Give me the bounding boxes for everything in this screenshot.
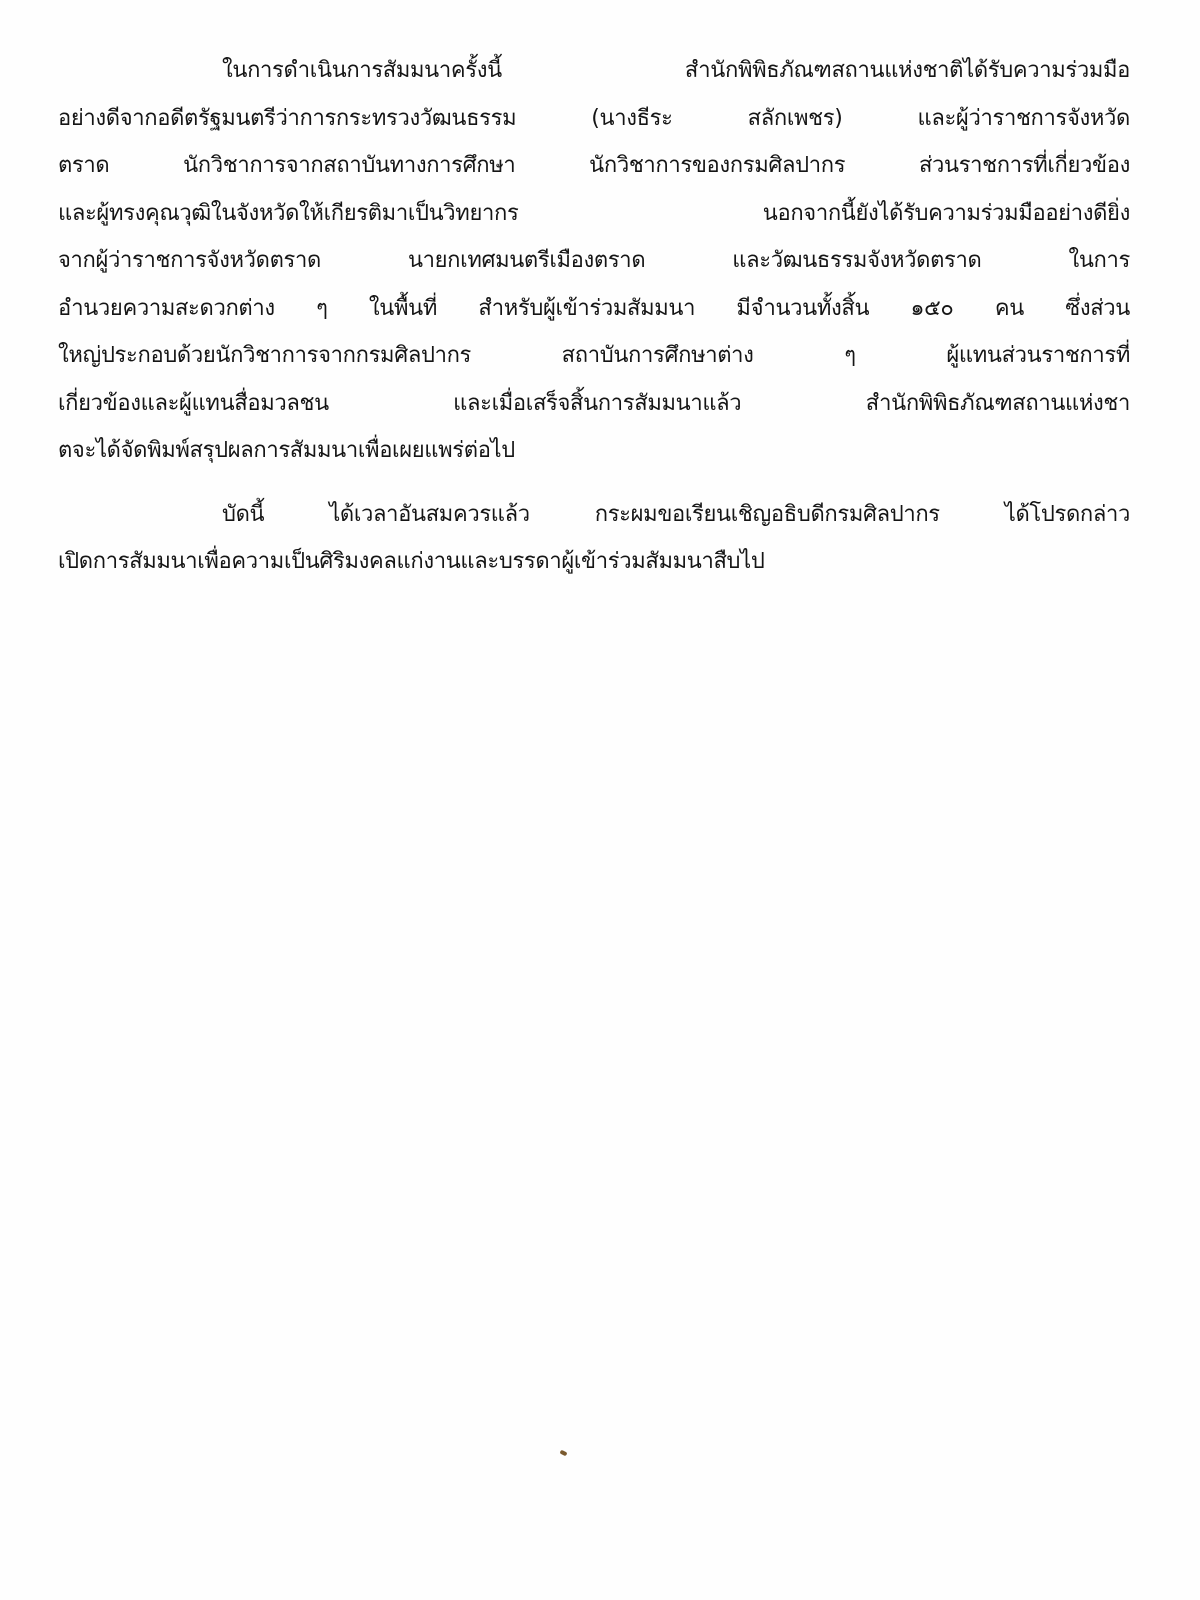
paragraph-line: เกี่ยวข้องและผู้แทนสื่อมวลชน และเมื่อเสร็จสิ้นการสัมมนาแล้ว สำนักพิพิธภัณฑสถานแห่งชา <box>58 390 1130 416</box>
document-body <box>58 47 1130 586</box>
paragraph-line: ในการดำเนินการสัมมนาครั้งนี้ สำนักพิพิธภัณฑสถานแห่งชาติได้รับความร่วมมือ <box>222 58 1130 83</box>
paragraph-2 <box>58 491 1130 586</box>
paragraph-line: ใหญ่ประกอบด้วยนักวิชาการจากกรมศิลปากร สถาบันการศึกษาต่าง ๆ ผู้แทนส่วนราชการที่ <box>58 343 1130 368</box>
paper-speck <box>559 1450 567 1457</box>
paragraph-line: อำนวยความสะดวกต่าง ๆ ในพื้นที่ สำหรับผู้เข้าร่วมสัมมนา มีจำนวนทั้งสิ้น ๑๕๐ คน ซึ่งส่วน <box>58 295 1130 321</box>
paragraph-line: ตราด นักวิชาการจากสถาบันทางการศึกษา นักวิชาการของกรมศิลปากร ส่วนราชการที่เกี่ยวข้อง <box>58 153 1130 178</box>
paragraph-1 <box>58 47 1130 475</box>
paragraph-line: ตจะได้จัดพิมพ์สรุปผลการสัมมนาเพื่อเผยแพร่ต่อไป <box>58 438 515 463</box>
paragraph-line: และผู้ทรงคุณวุฒิในจังหวัดให้เกียรติมาเป็นวิทยากร นอกจากนี้ยังได้รับความร่วมมืออย่างดียิ่ง <box>58 200 1130 226</box>
paragraph-line: อย่างดีจากอดีตรัฐมนตรีว่าการกระทรวงวัฒนธรรม (นางธีระ สลักเพชร) และผู้ว่าราชการจังหวัด <box>58 105 1130 131</box>
paragraph-line: เปิดการสัมมนาเพื่อความเป็นศิริมงคลแก่งานและบรรดาผู้เข้าร่วมสัมมนาสืบไป <box>58 549 765 574</box>
paragraph-line: จากผู้ว่าราชการจังหวัดตราด นายกเทศมนตรีเมืองตราด และวัฒนธรรมจังหวัดตราด ในการ <box>58 248 1130 273</box>
paragraph-line: บัดนี้ ได้เวลาอันสมควรแล้ว กระผมขอเรียนเชิญอธิบดีกรมศิลปากร ได้โปรดกล่าว <box>222 501 1130 527</box>
paragraph-spacer <box>58 475 1130 491</box>
